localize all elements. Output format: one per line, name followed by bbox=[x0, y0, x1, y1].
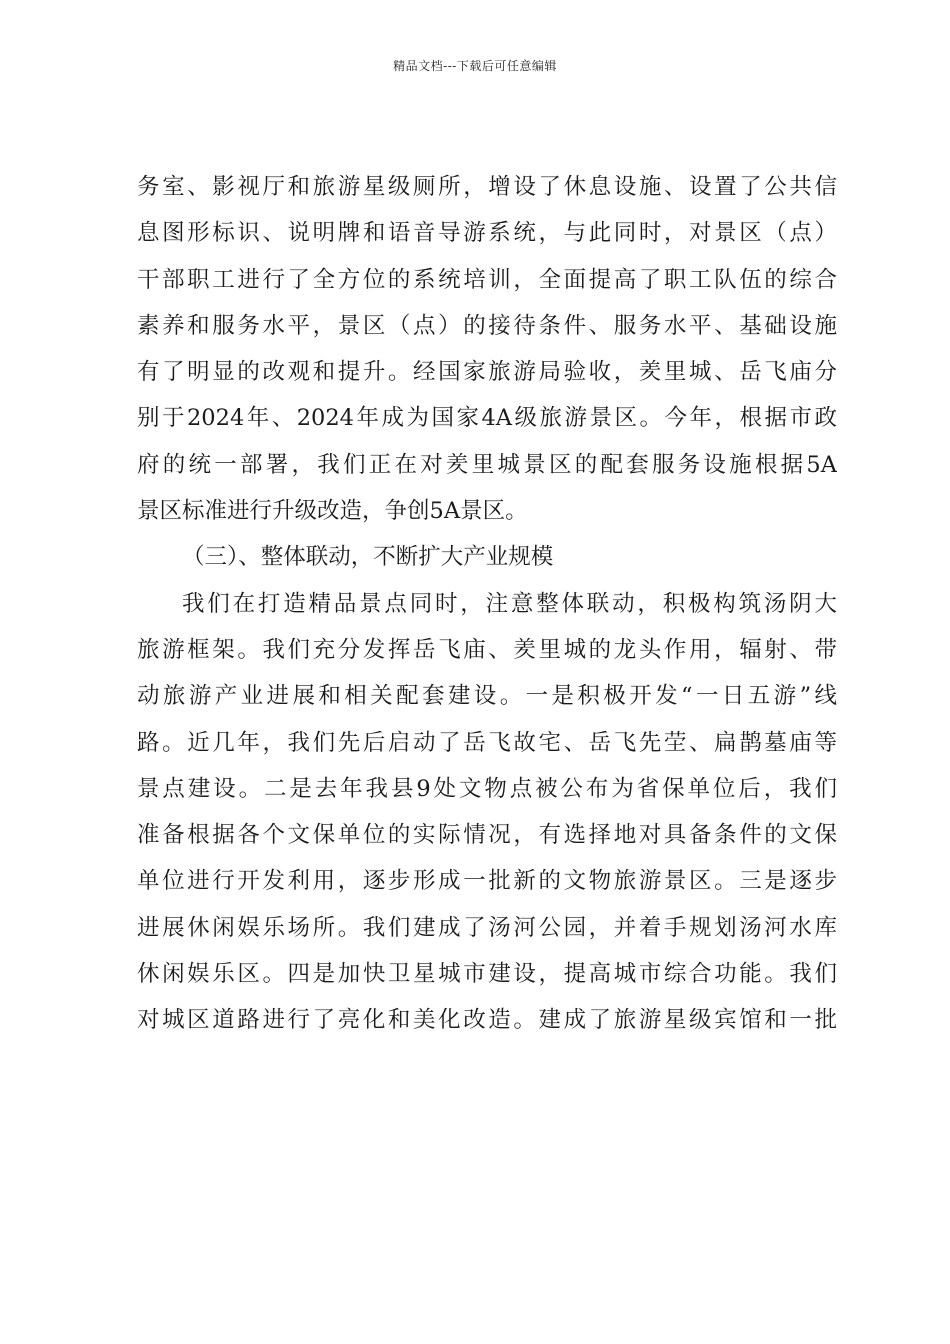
text-line: 旅游框架。我们充分发挥岳飞庙、羑里城的龙头作用，辐射、带 bbox=[137, 636, 837, 663]
text-line: 干部职工进行了全方位的系统培训，全面提高了职工队伍的综合 bbox=[137, 266, 837, 293]
text-line: 景点建设。二是去年我县9处文物点被公布为省保单位后，我们 bbox=[137, 775, 837, 802]
text-line: 路。近几年，我们先后启动了岳飞故宅、岳飞先茔、扁鹊墓庙等 bbox=[137, 729, 837, 756]
text-line: 素养和服务水平，景区（点）的接待条件、服务水平、基础设施 bbox=[137, 312, 837, 339]
text-line: 别于2024年、2024年成为国家4A级旅游景区。今年，根据市政 bbox=[137, 405, 837, 432]
text-line: 对城区道路进行了亮化和美化改造。建成了旅游星级宾馆和一批 bbox=[137, 1007, 837, 1034]
text-line: 休闲娱乐区。四是加快卫星城市建设，提高城市综合功能。我们 bbox=[137, 961, 837, 988]
text-line: 单位进行开发利用，逐步形成一批新的文物旅游景区。三是逐步 bbox=[137, 868, 837, 895]
text-line: 我们在打造精品景点同时，注意整体联动，积极构筑汤阴大 bbox=[182, 590, 837, 617]
section-heading: （三）、整体联动，不断扩大产业规模 bbox=[182, 544, 554, 571]
text-line: 准备根据各个文保单位的实际情况，有选择地对具备条件的文保 bbox=[137, 822, 837, 849]
text-line: 景区标准进行升级改造，争创5A景区。 bbox=[137, 498, 528, 525]
text-line: 有了明显的改观和提升。经国家旅游局验收，羑里城、岳飞庙分 bbox=[137, 359, 837, 386]
page-header: 精品文档---下载后可任意编辑 bbox=[393, 59, 557, 73]
text-line: 府的统一部署，我们正在对羑里城景区的配套服务设施根据5A bbox=[137, 451, 837, 478]
document-body bbox=[137, 164, 837, 1044]
text-line: 息图形标识、说明牌和语音导游系统，与此同时，对景区（点） bbox=[137, 220, 837, 247]
text-line: 进展休闲娱乐场所。我们建成了汤河公园，并着手规划汤河水库 bbox=[137, 914, 837, 941]
text-line: 动旅游产业进展和相关配套建设。一是积极开发“一日五游”线 bbox=[137, 683, 837, 710]
text-line: 务室、影视厅和旅游星级厕所，增设了休息设施、设置了公共信 bbox=[137, 174, 837, 200]
